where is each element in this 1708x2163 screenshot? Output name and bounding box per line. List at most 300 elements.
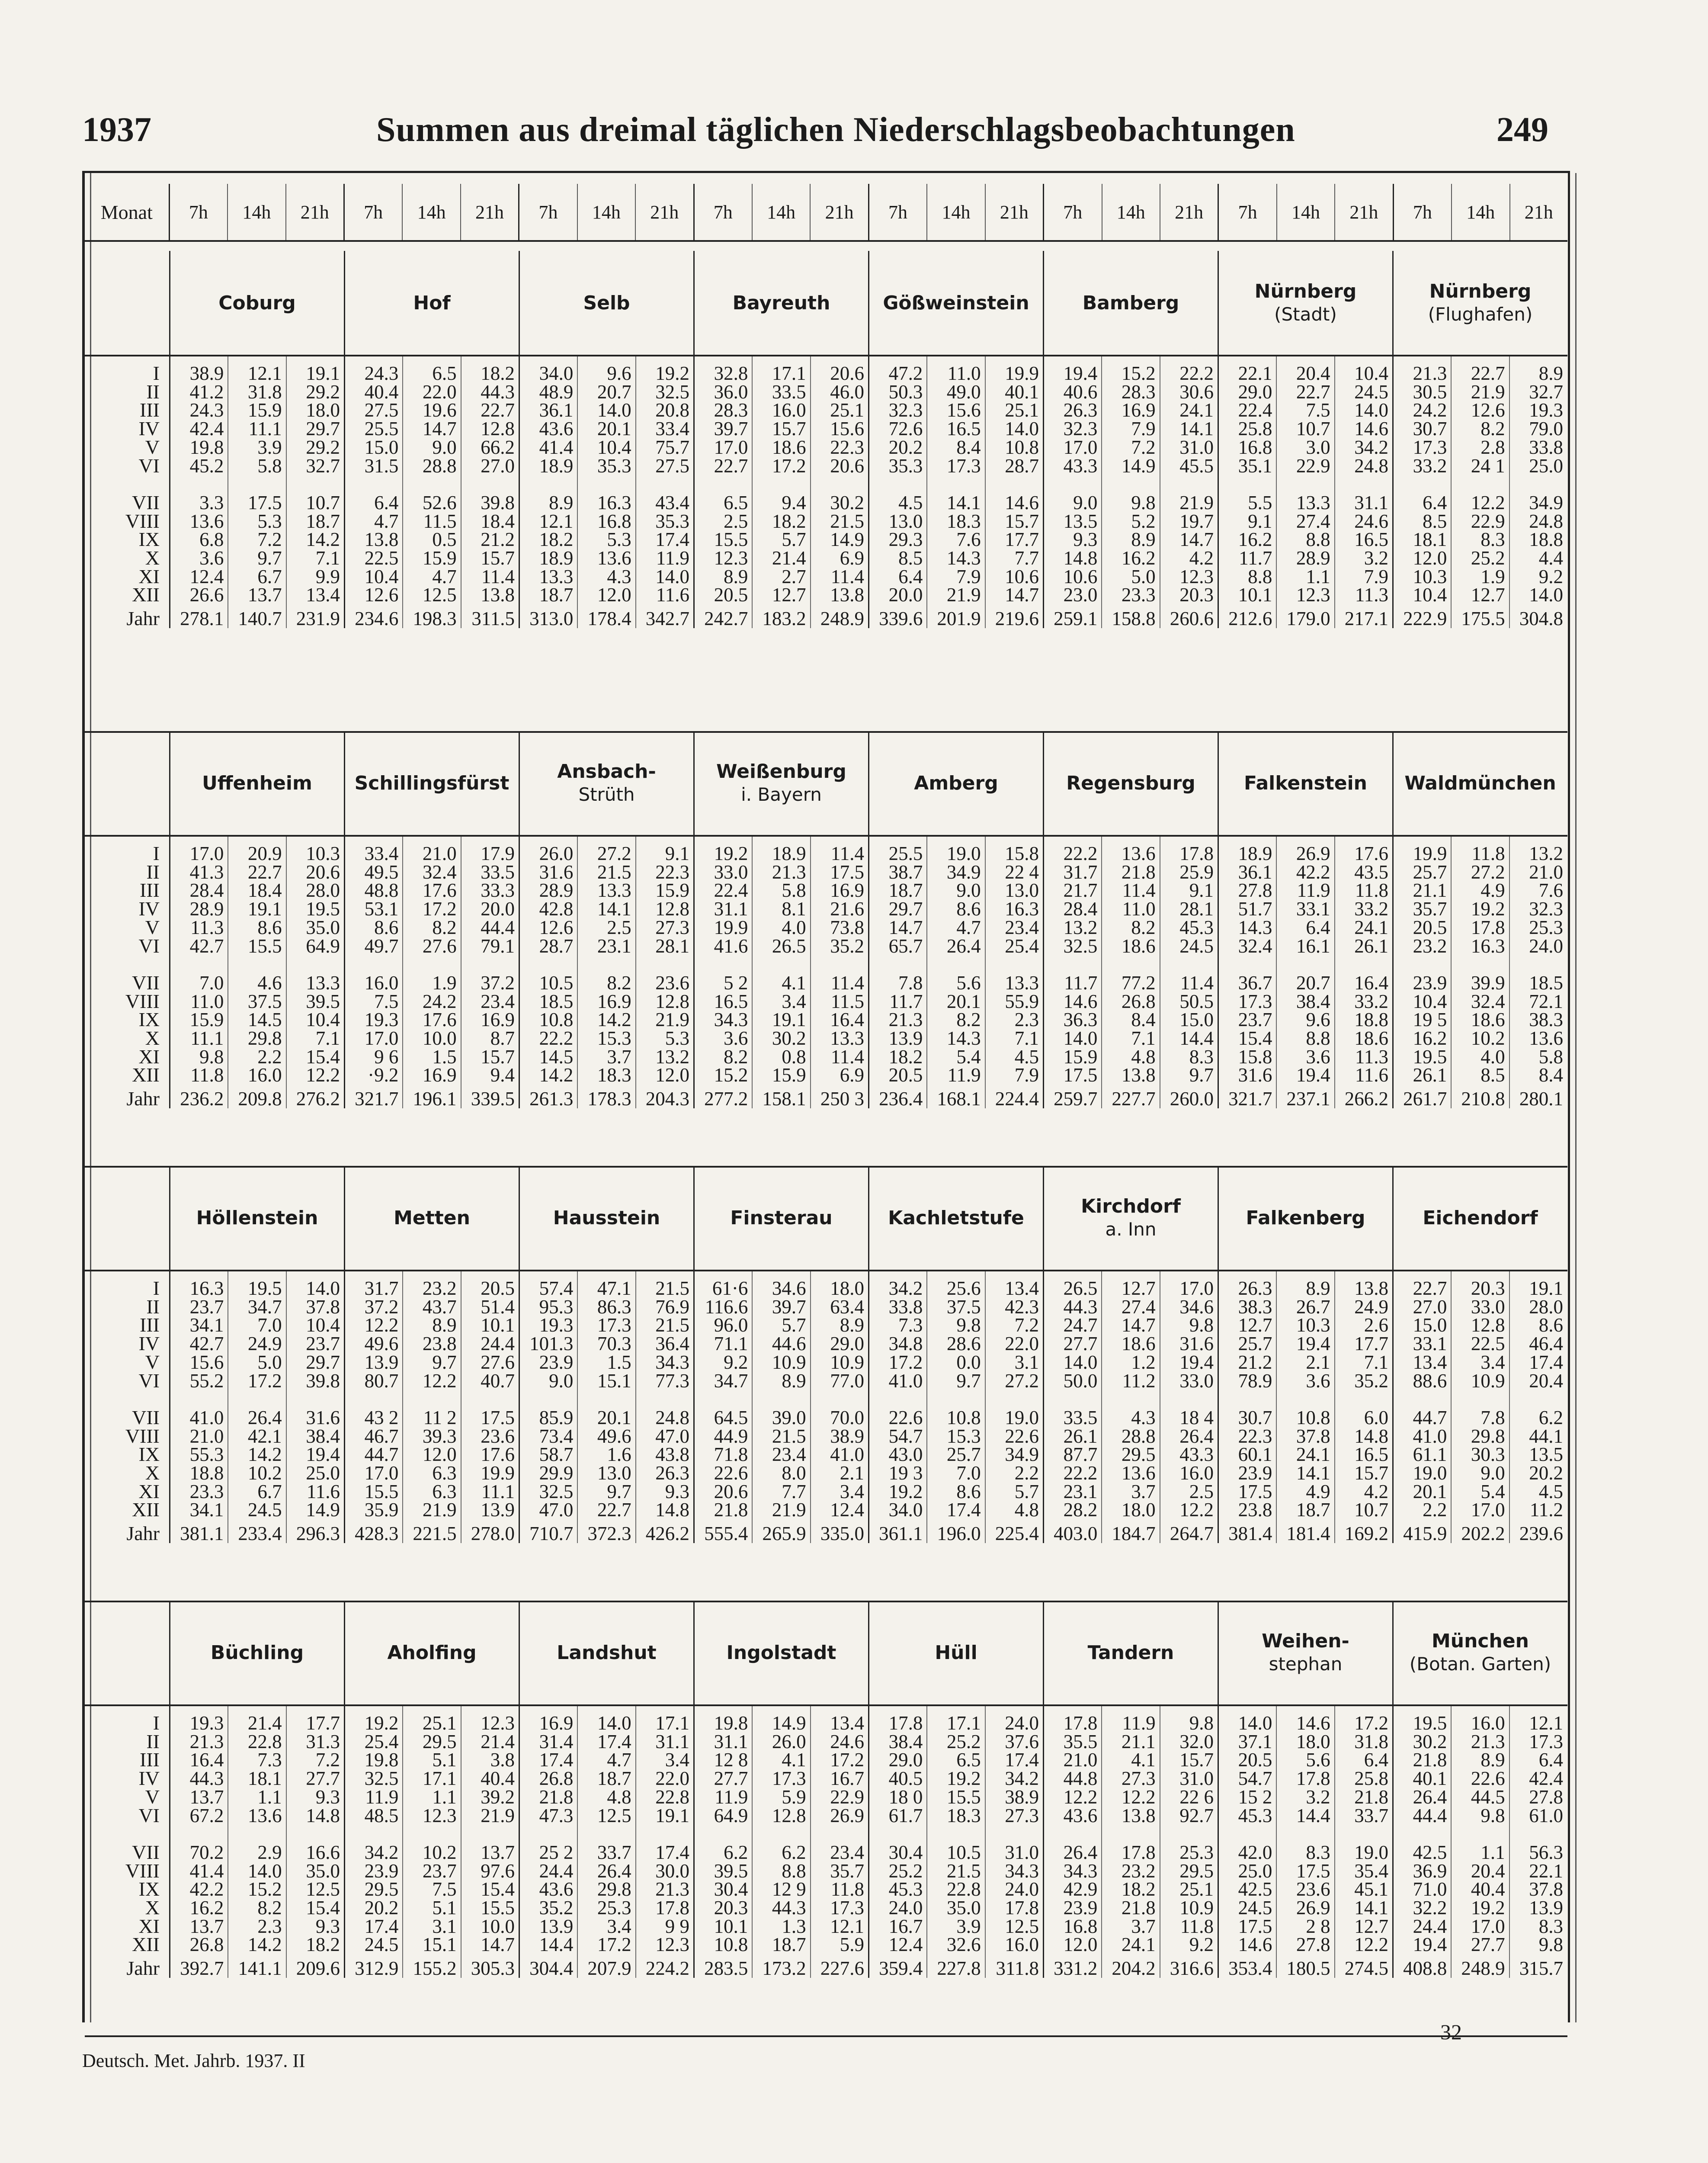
yearly-total: 209.8 (238, 1088, 282, 1110)
time-column (461, 1706, 519, 1978)
month-label: X (145, 1462, 160, 1484)
row-gap (520, 1825, 573, 1843)
time-column (402, 356, 460, 628)
monthly-value: 71.0 (1413, 1878, 1447, 1900)
monthly-value: 23.1 (1063, 1480, 1098, 1502)
monthly-value: 29.2 (306, 436, 340, 458)
monthly-value: 33.2 (1413, 455, 1447, 477)
month-label: VI (138, 1369, 160, 1392)
monthly-value: 4.9 (1306, 1480, 1330, 1502)
time-column (1276, 1271, 1334, 1543)
monthly-value: 21.9 (422, 1499, 457, 1521)
monthly-value: 28.6 (946, 1333, 981, 1355)
time-column (520, 1271, 577, 1543)
monthly-value: 21.3 (888, 1009, 923, 1031)
yearly-total: 311.8 (996, 1958, 1039, 1980)
time-header: 21h (810, 184, 868, 240)
monthly-value: 10.4 (597, 436, 631, 458)
monthly-value: 14.8 (1354, 1425, 1388, 1447)
monthly-value: 14.0 (655, 565, 689, 587)
monthly-value: 43.6 (539, 418, 574, 440)
time-column (577, 1271, 635, 1543)
monthly-value: 8.5 (1423, 510, 1447, 532)
monthly-value: 41.4 (189, 1860, 224, 1882)
monthly-value: 57.4 (539, 1277, 574, 1299)
monthly-value: 44.9 (714, 1425, 748, 1447)
monthly-value: 18.9 (539, 547, 574, 569)
monthly-value: 45.3 (1179, 916, 1214, 938)
monthly-value: 17.4 (655, 1841, 689, 1863)
monthly-value: 9.0 (1073, 491, 1098, 513)
monthly-value: 73.8 (830, 916, 864, 938)
monthly-value: 25.1 (422, 1712, 457, 1734)
monthly-value: 10.8 (539, 1009, 574, 1031)
station-values (1218, 1706, 1392, 1978)
monthly-value: 26.3 (1238, 1277, 1272, 1299)
monthly-value: 14.1 (1296, 1462, 1330, 1484)
monthly-value: 14.9 (1121, 455, 1156, 477)
monthly-value: 25.5 (888, 843, 923, 864)
monthly-value: 8.2 (1480, 418, 1505, 440)
monthly-value: 39.5 (714, 1860, 748, 1882)
monthly-value: 3.6 (1306, 1046, 1330, 1068)
yearly-total: 277.2 (704, 1088, 748, 1110)
monthly-value: 64.9 (306, 935, 340, 957)
monthly-value: 22.0 (655, 1768, 689, 1790)
monthly-value: 2.1 (840, 1462, 864, 1484)
row-gap (1452, 1825, 1505, 1843)
monthly-value: 8.3 (1306, 1841, 1330, 1863)
monthly-value: 17.6 (422, 879, 457, 902)
row-gap (520, 955, 573, 974)
monthly-value: 14.0 (597, 1712, 631, 1734)
yearly-total: 259.1 (1054, 608, 1098, 630)
monthly-value: 8.9 (840, 1314, 864, 1336)
monthly-value: 37.6 (1005, 1730, 1039, 1752)
monthly-value: 17.3 (1529, 1730, 1563, 1752)
monthly-value: 15.9 (422, 547, 457, 569)
yearly-total: 339.6 (879, 608, 923, 630)
monthly-value: 16.8 (1063, 1915, 1098, 1937)
row-gap (927, 475, 981, 494)
monthly-value: 44.4 (1413, 1804, 1447, 1826)
time-column (1451, 1271, 1509, 1543)
time-header: 7h (1238, 201, 1257, 223)
monthly-value: 17.4 (597, 1730, 631, 1752)
monthly-value: 1.5 (432, 1046, 457, 1068)
monthly-value: 31.8 (1354, 1730, 1388, 1752)
monthly-value: 40.4 (364, 381, 399, 403)
monthly-value: 21.2 (481, 529, 515, 551)
yearly-total: 278.1 (180, 608, 224, 630)
month-label: I (153, 1712, 160, 1734)
station-time-header (169, 184, 343, 240)
monthly-value: 28.7 (539, 935, 574, 957)
monthly-value: 15.9 (247, 399, 282, 421)
station-name-cell (1392, 731, 1567, 835)
monthly-value: 7.1 (315, 1027, 340, 1049)
monthly-value: 17.7 (1005, 529, 1039, 551)
row-gap (170, 955, 224, 974)
monthly-value: 19.9 (1413, 843, 1447, 864)
monthly-value: 36.9 (1413, 1860, 1447, 1882)
monthly-value: 33.8 (1529, 436, 1563, 458)
time-header: 21h (1160, 184, 1218, 240)
monthly-value: 45.3 (1238, 1804, 1272, 1826)
station-name: Landshut (557, 1641, 657, 1664)
monthly-value: 5.9 (782, 1786, 806, 1808)
monthly-value: 47.0 (539, 1499, 574, 1521)
monthly-value: 47.2 (888, 363, 923, 384)
monthly-value: 17.0 (714, 436, 748, 458)
monthly-value: 34.6 (1179, 1296, 1214, 1318)
yearly-total: 372.3 (587, 1523, 631, 1545)
monthly-value: 61·6 (712, 1277, 748, 1299)
time-column (345, 1271, 402, 1543)
monthly-value: 49.6 (364, 1333, 399, 1355)
row-gap (636, 475, 689, 494)
yearly-total: 304.8 (1519, 608, 1563, 630)
time-column (810, 356, 868, 628)
monthly-value: 3.9 (257, 436, 282, 458)
row-gap (869, 1825, 923, 1843)
monthly-value: 64.9 (714, 1804, 748, 1826)
station-name: Aholfing (387, 1641, 477, 1664)
monthly-value: 5.4 (1480, 1480, 1505, 1502)
station-name-cell (1218, 731, 1392, 835)
monthly-value: 27.7 (1063, 1333, 1098, 1355)
time-header: 7h (888, 201, 908, 223)
monthly-value: 29.5 (1179, 1860, 1214, 1882)
monthly-value: 10.4 (306, 1314, 340, 1336)
monthly-value: 7.1 (1364, 1351, 1388, 1373)
monthly-value: 7.9 (1131, 418, 1156, 440)
station-time-header (1393, 184, 1567, 240)
monthly-value: 7.2 (1131, 436, 1156, 458)
monthly-value: 29.5 (364, 1878, 399, 1900)
monthly-value: 29.5 (422, 1730, 457, 1752)
yearly-total: 155.2 (413, 1958, 457, 1980)
monthly-value: 24.4 (481, 1333, 515, 1355)
month-label: VII (132, 971, 160, 994)
monthly-value: 24.3 (189, 399, 224, 421)
monthly-value: 3.9 (956, 1915, 981, 1937)
monthly-value: 27.0 (481, 455, 515, 477)
monthly-value: 24.6 (1354, 510, 1388, 532)
monthly-value: 21.2 (1238, 1351, 1272, 1373)
monthly-value: 20.6 (306, 861, 340, 883)
monthly-value: 22.0 (422, 381, 457, 403)
monthly-value: 4.7 (607, 1749, 631, 1771)
monthly-value: 46.7 (364, 1425, 399, 1447)
monthly-value: 18.5 (1529, 972, 1563, 994)
monthly-value: 11.7 (1064, 972, 1098, 994)
monthly-value: 7.2 (315, 1749, 340, 1771)
station-name: Höllenstein (196, 1207, 318, 1229)
monthly-value: 24.0 (1529, 935, 1563, 957)
row-gap (228, 955, 282, 974)
monthly-value: 46.4 (1529, 1333, 1563, 1355)
row-gap (578, 1825, 631, 1843)
yearly-total: 321.7 (1228, 1088, 1272, 1110)
time-column (752, 356, 810, 628)
monthly-value: 13.3 (597, 879, 631, 902)
monthly-value: 17.8 (1005, 1897, 1039, 1919)
monthly-value: 22.8 (247, 1730, 282, 1752)
monthly-value: 14.8 (306, 1804, 340, 1826)
monthly-value: 17.2 (422, 898, 457, 920)
monthly-value: 32.4 (1471, 990, 1505, 1012)
monthly-value: 14.1 (597, 898, 631, 920)
monthly-value: 14.3 (946, 1027, 981, 1049)
monthly-value: 17.4 (364, 1915, 399, 1937)
monthly-value: 17.8 (1121, 1841, 1156, 1863)
monthly-value: 39.5 (306, 990, 340, 1012)
monthly-value: 15.7 (1005, 510, 1039, 532)
monthly-value: 16.0 (1179, 1462, 1214, 1484)
station-name: Coburg (218, 292, 296, 314)
yearly-total: 261.3 (529, 1088, 574, 1110)
yearly-total: 392.7 (180, 1958, 224, 1980)
monthly-value: 8.6 (956, 1480, 981, 1502)
monthly-value: 44.6 (772, 1333, 806, 1355)
monthly-value: 27.5 (655, 455, 689, 477)
monthly-value: 41.0 (1413, 1425, 1447, 1447)
monthly-value: 14.1 (946, 491, 981, 513)
monthly-value: 15.9 (655, 879, 689, 902)
monthly-value: 26.6 (189, 584, 224, 606)
time-column (345, 1706, 402, 1978)
station-name-cell (1392, 251, 1567, 355)
row-gap (1219, 1390, 1272, 1409)
time-header: 21h (985, 184, 1043, 240)
yearly-total: 283.5 (704, 1958, 748, 1980)
monthly-value: 20.0 (888, 584, 923, 606)
station-name-cell (1218, 1166, 1392, 1270)
time-column (695, 837, 752, 1108)
monthly-value: 3.4 (607, 1915, 631, 1937)
monthly-value: 39.0 (772, 1406, 806, 1428)
monthly-value: 24.0 (1005, 1712, 1039, 1734)
row-gap (636, 955, 689, 974)
time-column (926, 1271, 984, 1543)
monthly-value: 60.1 (1238, 1444, 1272, 1466)
monthly-value: 20.3 (1179, 584, 1214, 606)
station-name-cell (868, 1166, 1043, 1270)
monthly-value: 42.7 (189, 935, 224, 957)
monthly-value: 3.6 (1306, 1370, 1330, 1392)
monthly-value: 30.4 (714, 1878, 748, 1900)
monthly-value: 24.8 (1529, 510, 1563, 532)
row-gap (1102, 475, 1155, 494)
monthly-value: 9.2 (1189, 1934, 1214, 1956)
monthly-value: 24.6 (830, 1730, 864, 1752)
monthly-value: 34.3 (655, 1351, 689, 1373)
monthly-value: 12.2 (1471, 491, 1505, 513)
monthly-value: 21.3 (1471, 1730, 1505, 1752)
monthly-value: 13.6 (1121, 843, 1156, 864)
row-gap (578, 1390, 631, 1409)
monthly-value: 19.6 (422, 399, 457, 421)
monthly-value: 13.5 (1063, 510, 1098, 532)
monthly-value: 14.4 (1296, 1804, 1330, 1826)
monthly-value: 19.0 (1005, 1406, 1039, 1428)
row-gap (1335, 1825, 1388, 1843)
monthly-value: 9.7 (956, 1370, 981, 1392)
monthly-value: 37.2 (364, 1296, 399, 1318)
monthly-value: 25.1 (1005, 399, 1039, 421)
monthly-value: 10.9 (1471, 1370, 1505, 1392)
monthly-value: 8.9 (1538, 363, 1563, 384)
monthly-value: 41.2 (189, 381, 224, 403)
monthly-value: 50.3 (888, 381, 923, 403)
row-gap (636, 1825, 689, 1843)
monthly-value: 40.1 (1005, 381, 1039, 403)
monthly-value: 15.3 (946, 1425, 981, 1447)
monthly-value: 27.3 (1121, 1768, 1156, 1790)
monthly-value: 11.9 (1297, 879, 1330, 902)
row-gap (1452, 475, 1505, 494)
monthly-value: 24.1 (1121, 1934, 1156, 1956)
yearly-total: 276.2 (296, 1088, 340, 1110)
monthly-value: 40.6 (1063, 381, 1098, 403)
yearly-total: 381.1 (180, 1523, 224, 1545)
monthly-value: 4.0 (1480, 1046, 1505, 1068)
monthly-value: 4.8 (1014, 1499, 1039, 1521)
monthly-value: 55.2 (189, 1370, 224, 1392)
month-label: II (146, 1730, 160, 1752)
monthly-value: 18.6 (1121, 935, 1156, 957)
monthly-value: 34.3 (1005, 1860, 1039, 1882)
month-label: VI (138, 454, 160, 477)
monthly-value: 18.0 (1121, 1499, 1156, 1521)
monthly-value: 7.8 (1480, 1406, 1505, 1428)
monthly-value: 7.9 (1014, 1064, 1039, 1086)
monthly-value: 12.2 (1121, 1786, 1156, 1808)
monthly-value: 29.0 (888, 1749, 923, 1771)
monthly-value: 37.8 (1529, 1878, 1563, 1900)
station-name-cell (693, 251, 868, 355)
monthly-value: 41.0 (189, 1406, 224, 1428)
monthly-value: 12 8 (714, 1749, 748, 1771)
monthly-value: 21.8 (539, 1786, 574, 1808)
yearly-total: 311.5 (471, 608, 515, 630)
monthly-value: 18.2 (539, 529, 574, 551)
monthly-value: 25.6 (946, 1277, 981, 1299)
yearly-total: 250 3 (820, 1088, 864, 1110)
time-header: 14h (1451, 184, 1509, 240)
monthly-value: 12.6 (539, 916, 574, 938)
monthly-value: 15.6 (946, 399, 981, 421)
monthly-value: 13.9 (1529, 1897, 1563, 1919)
row-gap (1160, 1390, 1214, 1409)
monthly-value: 14.3 (946, 547, 981, 569)
monthly-value: 9.8 (1480, 1804, 1505, 1826)
monthly-value: 34.3 (714, 1009, 748, 1031)
row-gap (1335, 955, 1388, 974)
monthly-value: 11.8 (1180, 1915, 1214, 1937)
month-label: III (140, 399, 160, 421)
monthly-value: 16.4 (1354, 972, 1388, 994)
monthly-value: 13.6 (247, 1804, 282, 1826)
monthly-value: 12.2 (1063, 1786, 1098, 1808)
monthly-value: 19.1 (655, 1804, 689, 1826)
monthly-value: 20.6 (830, 363, 864, 384)
time-header: 14h (1102, 184, 1160, 240)
monthly-value: 15.2 (714, 1064, 748, 1086)
monthly-value: 24.5 (1179, 935, 1214, 957)
monthly-value: 13.6 (1529, 1027, 1563, 1049)
row-gap (1160, 475, 1214, 494)
monthly-value: 45.1 (1354, 1878, 1388, 1900)
station-subname: stephan (1269, 1653, 1343, 1675)
row-gap (753, 1825, 806, 1843)
row-gap (1219, 475, 1272, 494)
monthly-value: 10.4 (306, 1009, 340, 1031)
monthly-value: 50.0 (1063, 1370, 1098, 1392)
monthly-value: 31.6 (1238, 1064, 1272, 1086)
row-gap (578, 955, 631, 974)
station-name-cell (519, 731, 693, 835)
row-gap (287, 1390, 340, 1409)
monthly-value: 38.9 (189, 363, 224, 384)
monthly-value: 22.2 (539, 1027, 574, 1049)
monthly-value: 13.2 (655, 1046, 689, 1068)
monthly-value: 25.9 (1179, 861, 1214, 883)
row-gap (85, 475, 160, 494)
monthly-value: 32.3 (888, 399, 923, 421)
monthly-value: 20.4 (1296, 363, 1330, 384)
monthly-value: 45.3 (888, 1878, 923, 1900)
monthly-value: 11.7 (1239, 547, 1272, 569)
monthly-value: 9.1 (665, 843, 689, 864)
monthly-value: ·9.2 (368, 1064, 399, 1086)
yearly-total: 184.7 (1112, 1523, 1156, 1545)
time-column (1044, 837, 1101, 1108)
monthly-value: 12.8 (772, 1804, 806, 1826)
monthly-value: 12.5 (306, 1878, 340, 1900)
monthly-value: 9.0 (1480, 1462, 1505, 1484)
monthly-value: 24.9 (247, 1333, 282, 1355)
monthly-value: 31.5 (364, 455, 399, 477)
monthly-value: 6.4 (1306, 916, 1330, 938)
monthly-value: 75.7 (655, 436, 689, 458)
monthly-value: 22.7 (1296, 381, 1330, 403)
time-column (286, 356, 344, 628)
monthly-value: 16.0 (247, 1064, 282, 1086)
monthly-value: 13.3 (830, 1027, 864, 1049)
monthly-value: 10.3 (1413, 565, 1447, 587)
monthly-value: 10.8 (714, 1934, 748, 1956)
row-gap (1510, 1390, 1563, 1409)
yearly-total: 173.2 (762, 1958, 806, 1980)
source-footnote: Deutsch. Met. Jahrb. 1937. II (82, 2050, 305, 2071)
monthly-value: 25.7 (1413, 861, 1447, 883)
monthly-value: 9.6 (607, 363, 631, 384)
monthly-value: 18.2 (1121, 1878, 1156, 1900)
monthly-value: 26.4 (1413, 1786, 1447, 1808)
monthly-value: 23.4 (481, 990, 515, 1012)
monthly-value: 2.2 (1014, 1462, 1039, 1484)
monthly-value: 8.2 (724, 1046, 748, 1068)
monthly-value: 18.3 (597, 1064, 631, 1086)
monthly-value: 42.5 (1413, 1841, 1447, 1863)
monthly-value: 4.8 (607, 1786, 631, 1808)
monthly-value: 18.9 (772, 843, 806, 864)
monthly-value: 5.9 (840, 1934, 864, 1956)
time-column (1101, 1271, 1159, 1543)
monthly-value: 16.9 (481, 1009, 515, 1031)
